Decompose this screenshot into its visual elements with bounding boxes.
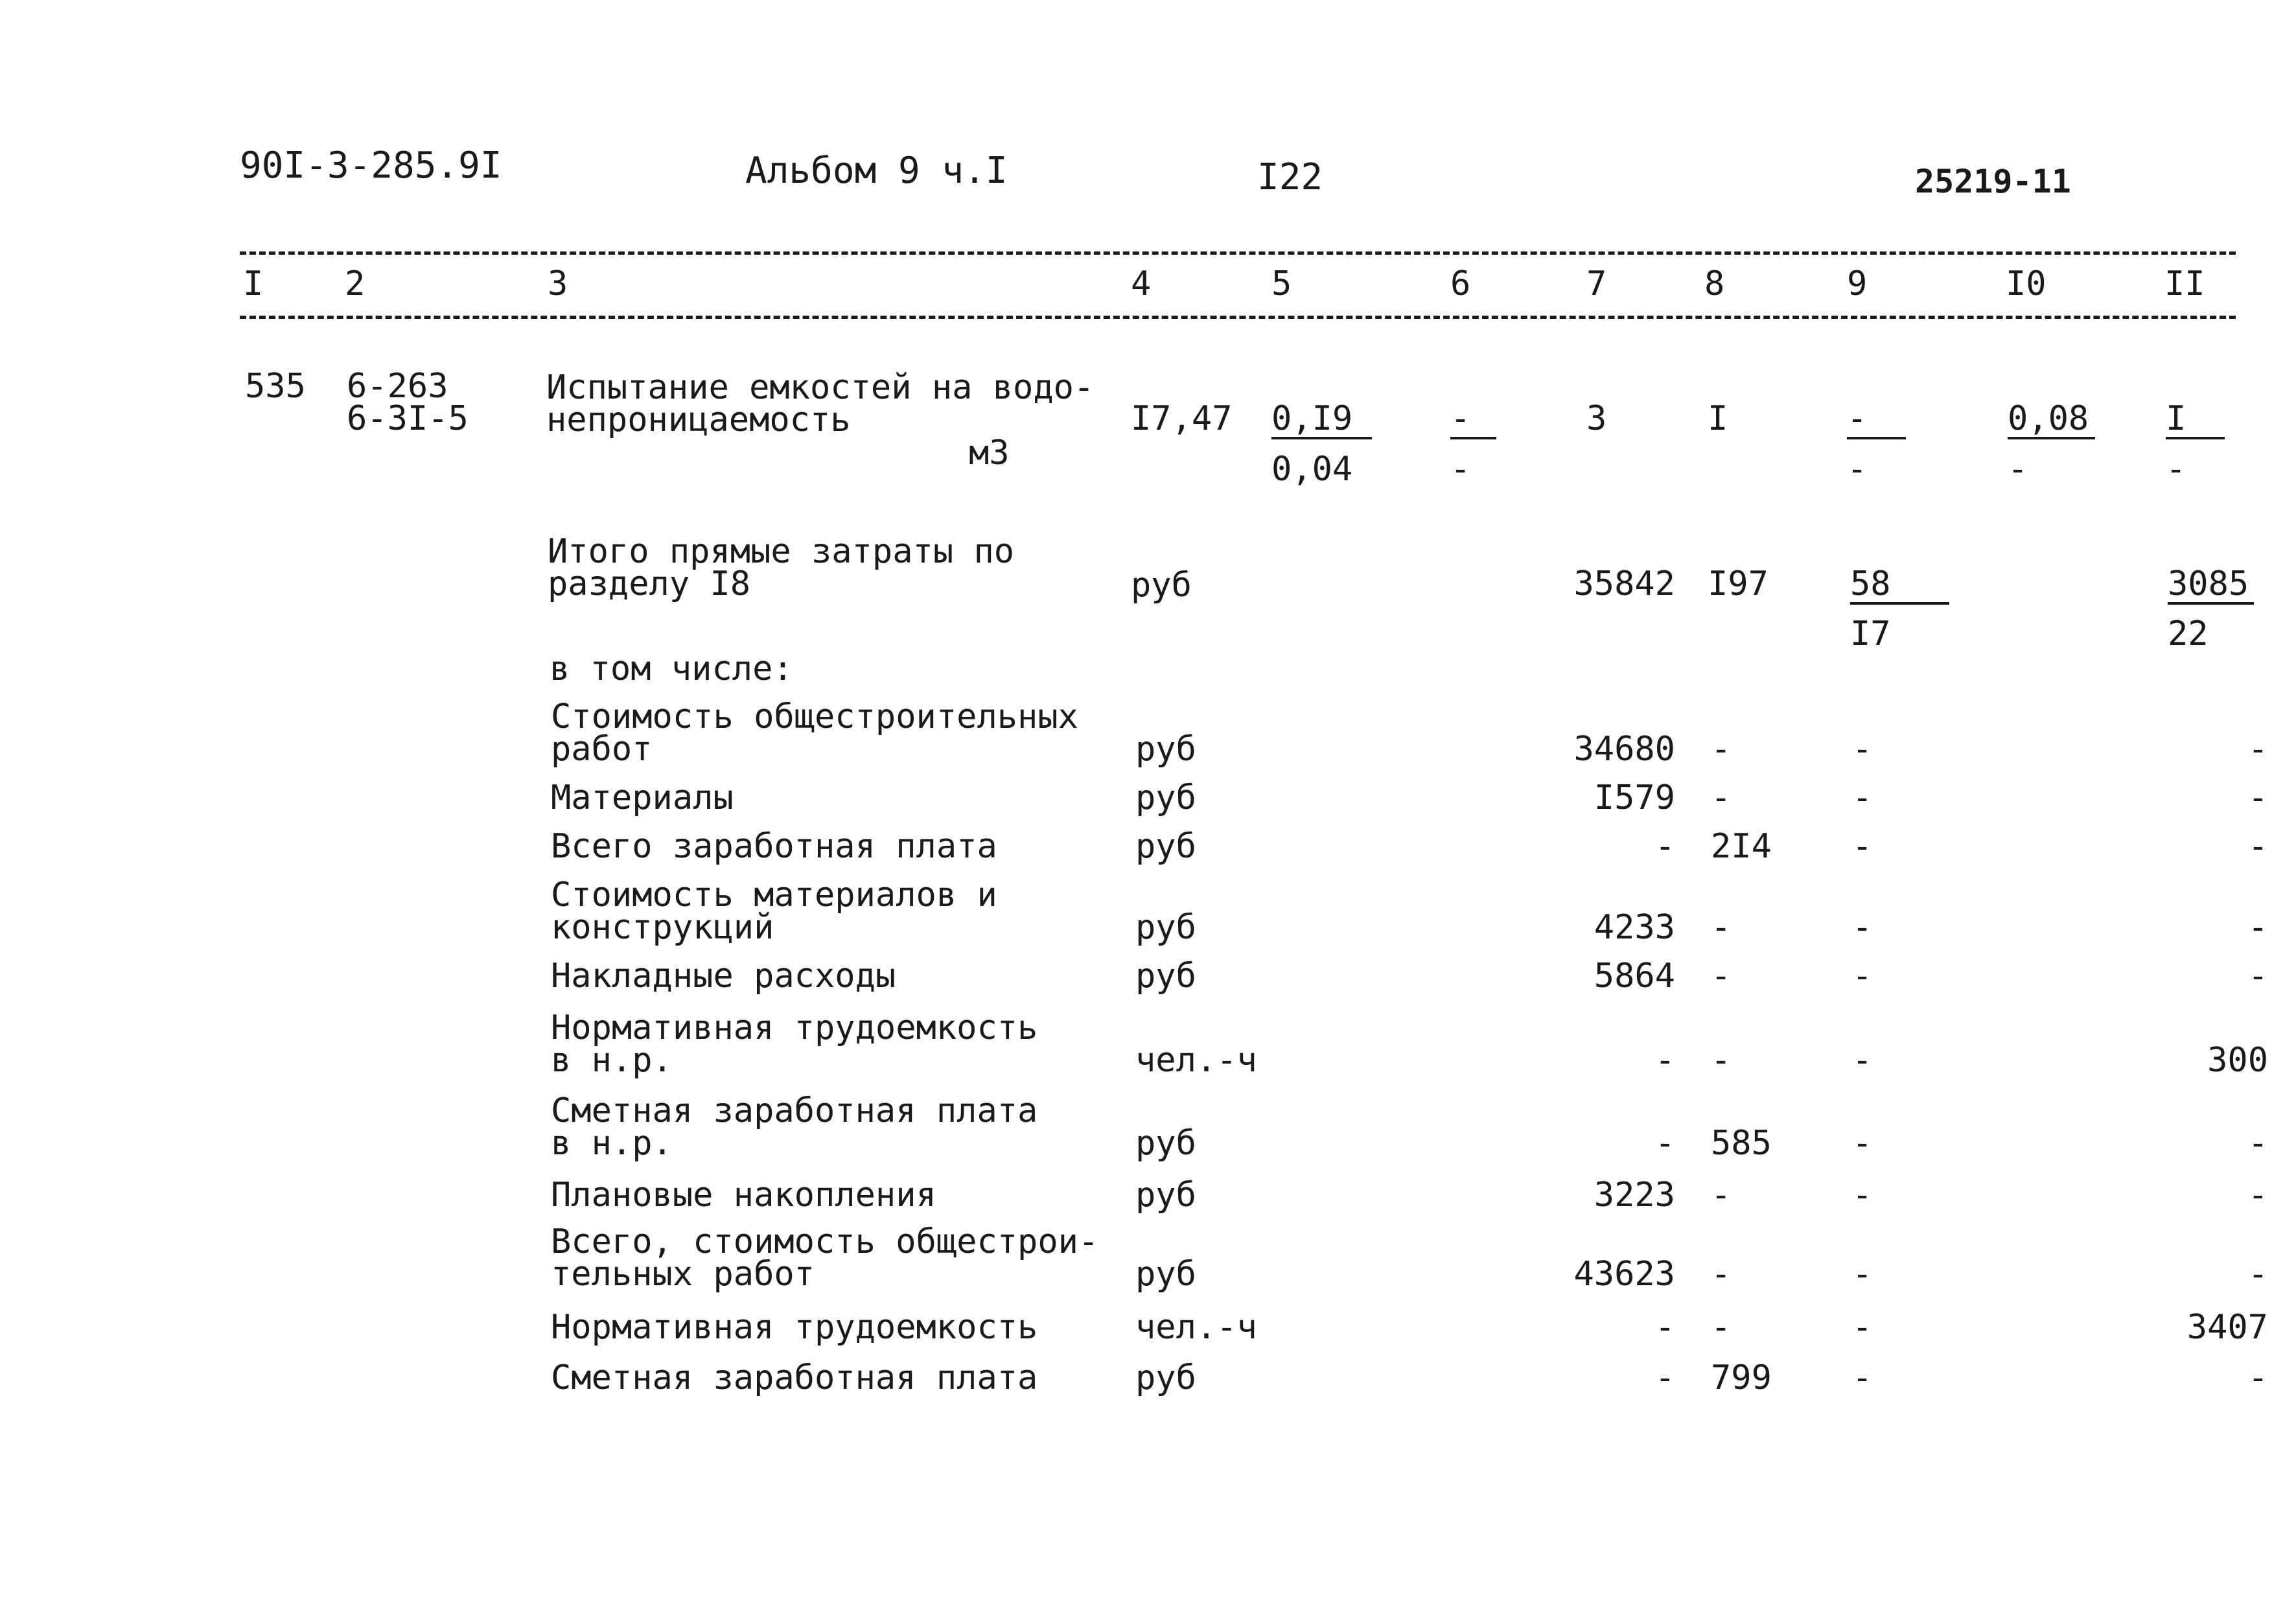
row-col11: - (2247, 827, 2268, 866)
row-col11: - (2247, 908, 2268, 947)
row-col9: - (1852, 1308, 1873, 1347)
row-unit: руб (1135, 730, 1196, 769)
row-unit: руб (1135, 1358, 1196, 1397)
row-label-line2: работ (551, 730, 653, 769)
row-unit: руб (1135, 778, 1196, 817)
entry-col9-bottom: - (1847, 450, 1868, 489)
entry-code-1: 6-263 (347, 367, 448, 406)
row-col11: - (2247, 778, 2268, 817)
row-label-line1: Плановые накопления (551, 1176, 936, 1215)
row-label-line1: Всего, стоимость общестрои- (551, 1222, 1099, 1261)
row-col7: 43623 (1573, 1255, 1675, 1294)
row-unit: руб (1135, 957, 1196, 996)
column-header-4: 4 (1131, 264, 1152, 303)
row-col8: 2I4 (1711, 827, 1772, 866)
entry-unit: м3 (969, 434, 1010, 472)
row-col7: - (1654, 1124, 1675, 1163)
row-col7: - (1654, 1041, 1675, 1080)
entry-quantity: I7,47 (1131, 399, 1233, 438)
entry-col10-bottom: - (2008, 450, 2028, 489)
entry-col11-top: I (2166, 402, 2225, 439)
row-col9: - (1852, 1124, 1873, 1163)
column-header-2: 2 (345, 264, 365, 303)
row-col9: - (1852, 957, 1873, 996)
row-col7: 4233 (1594, 908, 1675, 947)
including-label: в том числе: (550, 649, 793, 688)
document-code: 90I-3-285.9I (240, 145, 502, 187)
entry-col10-top: 0,08 (2008, 402, 2095, 439)
album-label: Альбом 9 ч.I (745, 150, 1008, 192)
row-label-line1: Сметная заработная плата (551, 1091, 1038, 1130)
row-col8: 799 (1711, 1358, 1772, 1397)
entry-col9-top: - (1847, 402, 1906, 439)
row-col11: - (2247, 1358, 2268, 1397)
entry-number: 535 (245, 367, 306, 406)
entry-description-line1: Испытание емкостей на водо- (546, 368, 1095, 407)
row-label-line1: Нормативная трудоемкость (551, 1008, 1038, 1047)
row-label-line1: Стоимость общестроительных (551, 697, 1078, 736)
row-col8: - (1711, 1255, 1732, 1294)
entry-col7: 3 (1586, 399, 1607, 438)
column-header-11: II (2164, 264, 2205, 303)
page-number: I22 (1257, 156, 1323, 198)
entry-col11-bottom: - (2166, 450, 2186, 489)
row-label-line1: Стоимость материалов и (551, 876, 997, 915)
row-unit: чел.-ч (1135, 1041, 1257, 1080)
row-col7: I579 (1594, 778, 1675, 817)
column-header-9: 9 (1847, 264, 1868, 303)
column-header-10: I0 (2006, 264, 2047, 303)
row-col7: - (1654, 1308, 1675, 1347)
row-unit: руб (1135, 908, 1196, 947)
total-col11-top: 3085 (2168, 567, 2254, 605)
row-label-line1: Всего заработная плата (551, 827, 997, 866)
entry-col6-top: - (1450, 402, 1496, 439)
row-unit: руб (1135, 1255, 1196, 1294)
row-col9: - (1852, 1358, 1873, 1397)
total-col9-top: 58 (1850, 567, 1949, 605)
row-col11: 300 (2207, 1041, 2268, 1080)
row-col11: - (2247, 1124, 2268, 1163)
row-label-line1: Нормативная трудоемкость (551, 1308, 1038, 1347)
row-col9: - (1852, 1176, 1873, 1215)
entry-col6-bottom: - (1450, 450, 1471, 489)
row-col8: - (1711, 730, 1732, 769)
row-col7: - (1654, 1358, 1675, 1397)
row-col9: - (1852, 1041, 1873, 1080)
row-unit: руб (1135, 827, 1196, 866)
row-col7: - (1654, 827, 1675, 866)
row-col7: 5864 (1594, 957, 1675, 996)
row-col9: - (1852, 778, 1873, 817)
row-unit: руб (1135, 1124, 1196, 1163)
total-col7: 35842 (1573, 565, 1675, 603)
row-col11: - (2247, 1176, 2268, 1215)
total-label-line2: разделу I8 (548, 565, 751, 603)
row-label-line2: в н.р. (551, 1124, 673, 1163)
entry-col5-bottom: 0,04 (1271, 450, 1353, 489)
total-unit: руб (1131, 566, 1192, 605)
total-col9-bottom: I7 (1850, 614, 1891, 653)
row-col11: - (2247, 730, 2268, 769)
entry-code-2: 6-3I-5 (347, 399, 469, 438)
header-top-rule (240, 251, 2236, 255)
row-col11: - (2247, 1255, 2268, 1294)
header-bottom-rule (240, 316, 2236, 319)
total-col11-bottom: 22 (2168, 614, 2209, 653)
entry-col5-top: 0,I9 (1271, 402, 1372, 439)
row-col8: 585 (1711, 1124, 1772, 1163)
column-header-8: 8 (1704, 264, 1725, 303)
row-col9: - (1852, 1255, 1873, 1294)
row-col8: - (1711, 908, 1732, 947)
row-label-line1: Накладные расходы (551, 957, 896, 996)
row-col8: - (1711, 778, 1732, 817)
row-col8: - (1711, 1041, 1732, 1080)
entry-description-line2: непроницаемость (546, 401, 851, 439)
registration-stamp: 25219-11 (1915, 163, 2071, 200)
row-col8: - (1711, 1176, 1732, 1215)
row-col9: - (1852, 908, 1873, 947)
row-label-line2: в н.р. (551, 1041, 673, 1080)
row-col7: 3223 (1594, 1176, 1675, 1215)
column-header-1: I (243, 264, 264, 303)
column-header-5: 5 (1271, 264, 1292, 303)
total-col8: I97 (1708, 565, 1768, 603)
row-label-line2: тельных работ (551, 1255, 815, 1294)
row-label-line1: Сметная заработная плата (551, 1358, 1038, 1397)
row-col8: - (1711, 1308, 1732, 1347)
row-col9: - (1852, 730, 1873, 769)
row-col11: 3407 (2186, 1308, 2268, 1347)
row-label-line1: Материалы (551, 778, 734, 817)
total-label-line1: Итого прямые затраты по (548, 532, 1015, 571)
row-label-line2: конструкций (551, 908, 774, 947)
row-col8: - (1711, 957, 1732, 996)
row-unit: руб (1135, 1176, 1196, 1215)
column-header-3: 3 (548, 264, 568, 303)
row-unit: чел.-ч (1135, 1308, 1257, 1347)
entry-col8: I (1708, 399, 1728, 438)
row-col7: 34680 (1573, 730, 1675, 769)
column-header-7: 7 (1586, 264, 1607, 303)
row-col9: - (1852, 827, 1873, 866)
row-col11: - (2247, 957, 2268, 996)
column-header-6: 6 (1450, 264, 1471, 303)
